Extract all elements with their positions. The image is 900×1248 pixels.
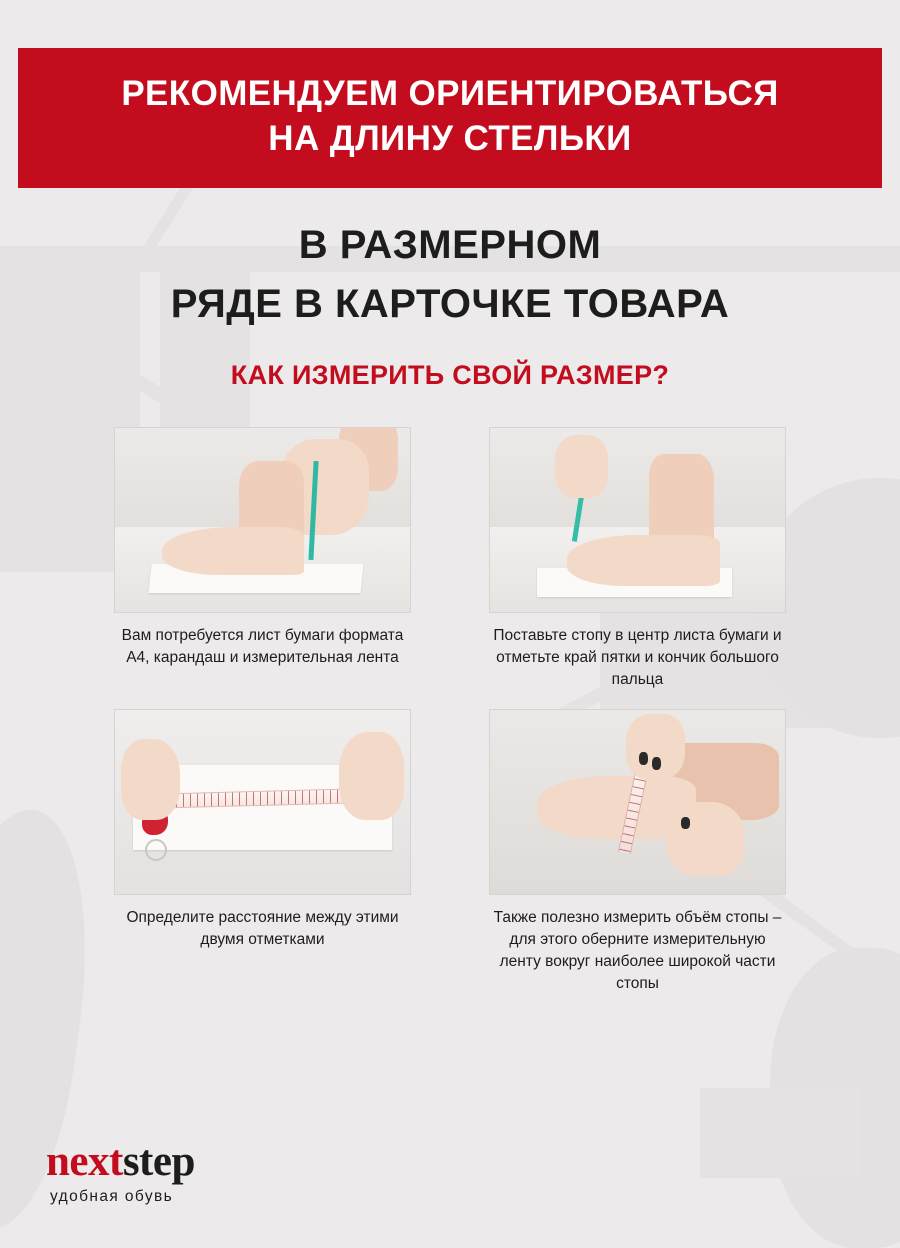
logo-part-step: step xyxy=(122,1138,195,1185)
step-1 xyxy=(88,427,437,691)
step-3-caption: Определите расстояние между этими двумя отметками xyxy=(126,908,399,948)
logo-part-next: next xyxy=(46,1138,123,1185)
brand-logo xyxy=(46,1137,195,1206)
page-title xyxy=(0,216,900,334)
logo-tagline: удобная обувь xyxy=(50,1188,174,1205)
section-question: КАК ИЗМЕРИТЬ СВОЙ РАЗМЕР? xyxy=(230,359,670,390)
step-1-caption: Вам потребуется лист бумаги формата А4, карандаш и измерительная лента xyxy=(121,626,404,666)
foot-with-pencil-photo xyxy=(114,427,411,613)
heading-line-1: В РАЗМЕРНОМ xyxy=(298,222,602,267)
heading-line-2: РЯДЕ В КАРТОЧКЕ ТОВАРА xyxy=(170,281,730,326)
banner-line-2: НА ДЛИНУ СТЕЛЬКИ xyxy=(268,118,632,158)
step-2-caption: Поставьте стопу в центр листа бумаги и отметьте край пятки и кончик большого пальца xyxy=(493,626,782,688)
measuring-foot-girth-photo xyxy=(489,709,786,895)
measuring-tape-on-paper-photo xyxy=(114,709,411,895)
step-3 xyxy=(88,709,437,995)
step-4-caption: Также полезно измерить объём стопы – для этого оберните измерительную ленту вокруг наиболее широкой части стопы xyxy=(493,908,782,992)
step-4 xyxy=(463,709,812,995)
banner-line-1: РЕКОМЕНДУЕМ ОРИЕНТИРОВАТЬСЯ xyxy=(121,74,779,113)
recommendation-banner xyxy=(18,48,882,188)
marking-foot-outline-photo xyxy=(489,427,786,613)
tape-ring-icon xyxy=(145,839,167,861)
measurement-steps xyxy=(0,391,900,995)
step-2 xyxy=(463,427,812,691)
